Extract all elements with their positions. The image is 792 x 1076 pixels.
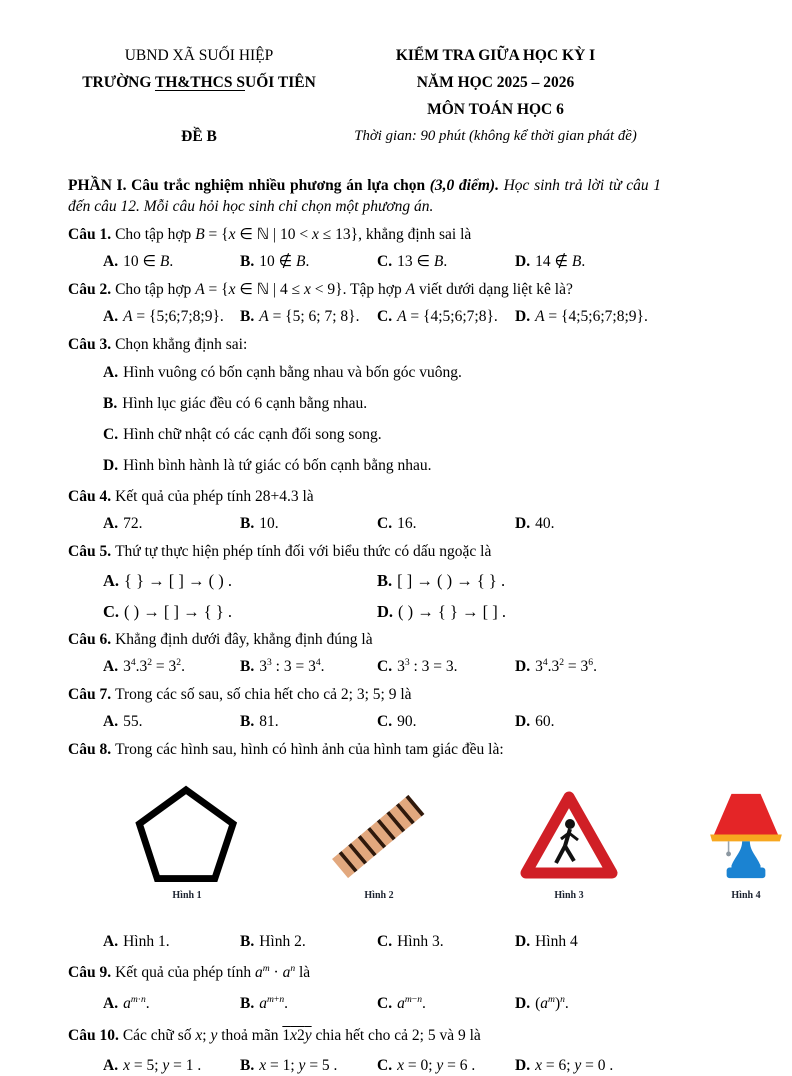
options-row [103,656,661,677]
answer-option-c [377,1055,515,1076]
option-letter: C. [377,995,393,1012]
stairs-icon [320,790,438,882]
option-text: 10 ∉ B. [259,253,310,270]
option-text: 10 ∈ B. [123,253,174,270]
answer-option-b [240,513,377,534]
option-letter: B. [240,658,255,675]
question-stem [68,962,661,983]
pedestrian-sign-icon [518,788,620,882]
question-5 [68,541,661,622]
option-letter: A. [103,308,119,325]
question-text: Khẳng định dưới đây, khẳng định đúng là [115,631,373,648]
answer-option-b [240,711,377,732]
question-6 [68,629,661,677]
question-number: Câu 4. [68,488,112,505]
answer-option-d [515,251,661,272]
answer-option-a [103,711,240,732]
answer-option-d [515,513,661,534]
option-letter: C. [377,713,393,730]
answer-option-d [515,931,661,952]
question-7 [68,684,661,732]
option-text: x = 6; y = 0 . [535,1057,614,1074]
options-row [103,993,661,1014]
options-row [103,513,661,534]
issuing-org: UBND XÃ SUỐI HIỆP [124,47,274,64]
answer-option-c [103,601,377,622]
question-9 [68,962,661,1014]
figure-caption: Hình 1 [172,889,202,901]
answer-option-a [103,656,240,677]
exam-title: KIỂM TRA GIỮA HỌC KỲ I [395,47,596,64]
option-text: Hình 1. [123,933,170,950]
answer-option-a [103,993,240,1014]
question-text: Trong các hình sau, hình có hình ảnh của hình tam giác đều là: [115,741,504,758]
lamp-icon [700,790,792,882]
option-text: Hình lục giác đều có 6 cạnh bằng nhau. [122,395,368,412]
answer-option-b [377,570,661,591]
question-stem [68,629,661,650]
question-number: Câu 6. [68,631,112,648]
answer-option-a [103,931,240,952]
option-text: $3^3$ : $3 = 3^4$. [259,656,325,675]
answer-option-d [103,453,661,479]
option-text: { } → [ ] → ( ) . [124,571,232,590]
option-letter: B. [240,515,255,532]
option-text: $a^{m-n}$. [397,993,426,1012]
header-left [68,42,330,150]
option-text: Hình chữ nhật có các cạnh đối song song. [123,426,382,443]
option-letter: D. [515,713,531,730]
question-2 [68,279,661,327]
pentagon-icon [134,786,240,882]
question-3 [68,334,661,479]
figure-hinh-1 [134,786,240,906]
option-letter: A. [103,364,119,381]
question-stem [68,541,661,562]
answer-option-c [377,993,515,1014]
option-letter: D. [515,253,531,270]
option-letter: A. [103,515,119,532]
question-stem [68,1025,661,1046]
option-letter: C. [103,602,120,621]
question-number: Câu 8. [68,741,112,758]
question-4 [68,486,661,534]
answer-option-d [515,993,661,1014]
options-grid [103,570,661,622]
options-row [103,1055,661,1076]
option-text: 81. [259,713,279,730]
option-letter: B. [240,308,255,325]
option-letter: C. [377,253,393,270]
question-number: Câu 5. [68,543,112,560]
option-letter: B. [240,253,255,270]
option-letter: A. [103,933,119,950]
question-number: Câu 7. [68,686,112,703]
answer-option-c [377,656,515,677]
question-number: Câu 10. [68,1027,119,1044]
option-letter: C. [377,1057,393,1074]
option-letter: A. [103,1057,119,1074]
school-name: TRƯỜNG TH&THCS SUỐI TIÊN [82,74,316,91]
option-text: A = {4;5;6;7;8}. [397,308,498,325]
figure-caption: Hình 3 [554,889,584,901]
question-number: Câu 2. [68,281,112,298]
answer-option-c [377,513,515,534]
question-text: Cho tập hợp B = {x ∈ ℕ | 10 < x ≤ 13}, khẳng định sai là [115,226,472,243]
option-text: Hình 4 [535,933,578,950]
answer-option-a [103,513,240,534]
option-letter: D. [515,1057,531,1074]
question-8 [68,739,761,952]
option-letter: C. [377,308,393,325]
answer-option-d [515,711,661,732]
option-letter: D. [377,602,394,621]
option-letter: A. [103,658,119,675]
answer-option-d [515,656,661,677]
answer-option-c [377,306,515,327]
option-letter: B. [103,395,118,412]
option-text: Hình 2. [259,933,306,950]
option-letter: B. [240,995,255,1012]
answer-option-b [240,656,377,677]
option-text: $a^{m+n}$. [259,993,288,1012]
option-text: ( ) → { } → [ ] . [398,602,506,621]
option-text: x = 5; y = 1 . [123,1057,202,1074]
question-text: Kết quả của phép tính $a^m \cdot a^n$ là [115,962,311,981]
answer-option-a [103,1055,240,1076]
option-letter: A. [103,253,119,270]
option-letter: C. [377,933,393,950]
answer-option-b [240,931,377,952]
answer-option-b [240,251,377,272]
option-text: A = {5; 6; 7; 8}. [259,308,360,325]
answer-option-d [515,306,661,327]
option-letter: C. [103,426,119,443]
figure-caption: Hình 4 [731,889,761,901]
question-stem [68,279,661,300]
options-row [103,251,661,272]
option-text: A = {4;5;6;7;8;9}. [535,308,648,325]
answer-option-b [240,1055,377,1076]
question-1 [68,224,661,272]
answer-option-a [103,251,240,272]
option-text: 10. [259,515,279,532]
figure-hinh-4 [700,790,792,906]
header-right [330,42,661,150]
school-year: NĂM HỌC 2025 – 2026 [416,74,575,91]
option-letter: B. [240,713,255,730]
part1-heading: PHẦN I. Câu trắc nghiệm nhiều phương án lựa chọn (3,0 điểm). Học sinh trả lời từ câu 1 đến câu 12. Mỗi câu hỏi học sinh chỉ chọn một phương án. [68,177,661,215]
option-letter: C. [377,658,393,675]
option-text: 90. [397,713,417,730]
option-letter: D. [103,457,119,474]
question-10 [68,1025,661,1076]
exam-code: ĐỀ B [181,128,217,145]
question-stem [68,486,661,507]
option-text: Hình vuông có bốn cạnh bằng nhau và bốn góc vuông. [123,364,462,381]
option-text: Hình bình hành là tứ giác có bốn cạnh bằng nhau. [123,457,432,474]
option-letter: B. [240,933,255,950]
answer-option-a [103,570,377,591]
option-text: A = {5;6;7;8;9}. [123,308,224,325]
answer-option-d [515,1055,661,1076]
option-letter: D. [515,515,531,532]
option-letter: A. [103,571,120,590]
question-number: Câu 1. [68,226,112,243]
options-stack [103,360,661,479]
option-text: $3^4.3^2 = 3^2$. [123,656,185,675]
option-letter: A. [103,713,119,730]
question-stem [68,224,661,245]
option-letter: D. [515,933,531,950]
option-text: $a^{m\cdot n}$. [123,993,150,1012]
option-text: 55. [123,713,143,730]
option-text: Hình 3. [397,933,444,950]
question-stem [68,739,661,760]
figure-caption: Hình 2 [364,889,394,901]
answer-option-c [377,711,515,732]
option-letter: D. [515,308,531,325]
option-text: 60. [535,713,555,730]
option-text: 14 ∉ B. [535,253,586,270]
figure-hinh-2 [320,790,438,906]
option-text: 72. [123,515,143,532]
option-text: [ ] → ( ) → { } . [397,571,506,590]
option-text: ( ) → [ ] → { } . [124,602,232,621]
option-text: $3^3$ : 3 = 3. [397,656,458,675]
option-letter: B. [240,1057,255,1074]
question-text: Trong các số sau, số chia hết cho cả 2; 3; 5; 9 là [115,686,412,703]
question-text: Các chữ số x; y thoả mãn 1x2y chia hết cho cả 2; 5 và 9 là [122,1027,481,1044]
question-text: Thứ tự thực hiện phép tính đối với biểu thức có dấu ngoặc là [115,543,492,560]
answer-option-a [103,306,240,327]
options-row [103,711,661,732]
figure-hinh-3 [518,788,620,906]
question-text: Chọn khẳng định sai: [115,336,248,353]
options-row [103,306,661,327]
answer-option-a [103,360,661,386]
option-letter: C. [377,515,393,532]
option-letter: B. [377,571,393,590]
option-text: x = 0; y = 6 . [397,1057,476,1074]
exam-duration: Thời gian: 90 phút (không kể thời gian phát đề) [354,128,637,144]
question-number: Câu 9. [68,964,112,981]
answer-option-b [240,306,377,327]
answer-option-b [240,993,377,1014]
option-letter: A. [103,995,119,1012]
answer-option-d [377,601,661,622]
question-stem [68,334,661,355]
question-stem [68,684,661,705]
option-text: $3^4.3^2 = 3^6$. [535,656,597,675]
answer-option-c [103,422,661,448]
answer-option-c [377,931,515,952]
option-text: 40. [535,515,555,532]
option-text: 16. [397,515,417,532]
subject-name: MÔN TOÁN HỌC 6 [427,101,564,118]
option-letter: D. [515,658,531,675]
question-figures [94,770,761,921]
question-text: Cho tập hợp A = {x ∈ ℕ | 4 ≤ x < 9}. Tập hợp A viết dưới dạng liệt kê là? [115,281,573,298]
option-letter: D. [515,995,531,1012]
option-text: $(a^m)^n$. [535,993,569,1012]
option-text: 13 ∈ B. [397,253,448,270]
answer-option-b [103,391,661,417]
option-text: x = 1; y = 5 . [259,1057,338,1074]
question-number: Câu 3. [68,336,112,353]
exam-header [68,42,661,150]
answer-option-c [377,251,515,272]
question-text: Kết quả của phép tính 28+4.3 là [115,488,314,505]
options-row [103,931,661,952]
